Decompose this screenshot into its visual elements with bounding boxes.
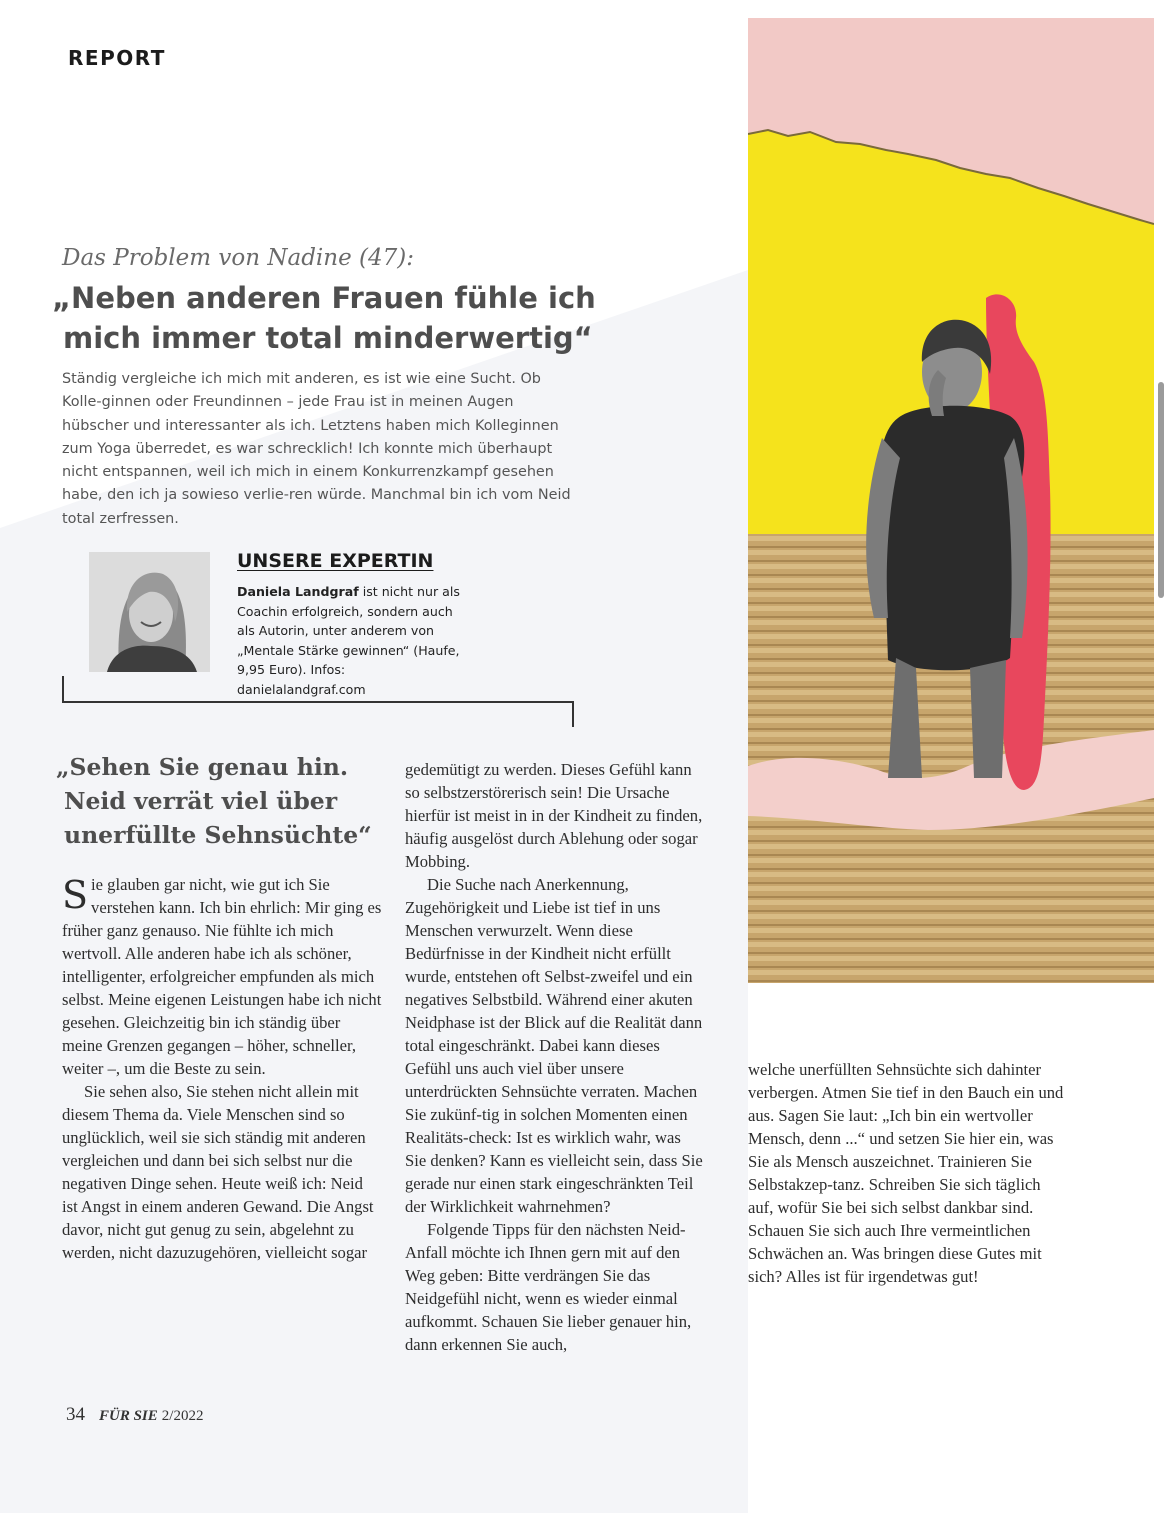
frame-line-left: [62, 676, 64, 702]
body-paragraph: Die Suche nach Anerkennung, Zugehörigkeit und Liebe ist tief in uns Menschen verwurzelt. Wenn diese Bedürfnisse in der Kindheit nicht erfüllt wurde, entstehen oft Selbst-zweifel und ein negatives Selbstbild. Während einer akuten Neidphase ist der Blick auf die Realität dann total eingeschränkt. Dabei kann dieses Gefühl uns auch viel über unsere unterdrückten Sehnsüchte verraten. Machen Sie zukünf-tig in solchen Momenten einen Realitäts-check: Ist es wirklich wahr, was Sie denken? Kann es vielleicht sein, dass Sie gerade nur einen stark eingeschränkten Teil der Wirklichkeit wahrnehmen?: [405, 875, 703, 1216]
problem-kicker: Das Problem von Nadine (47):: [62, 245, 414, 271]
portrait-image: [89, 552, 210, 672]
section-label: REPORT: [68, 46, 166, 70]
expert-name: Daniela Landgraf: [237, 584, 359, 599]
scrollbar[interactable]: [1158, 382, 1164, 598]
issue-number: 2/2022: [161, 1408, 204, 1424]
dropcap: S: [62, 873, 89, 917]
frame-line-bottom: [62, 701, 574, 703]
quote-line-2: Neid verrät viel über: [64, 787, 338, 815]
body-paragraph: Sie sehen also, Sie stehen nicht allein mit diesem Thema da. Viele Menschen sind so unglücklich, weil sie sich ständig mit anderen vergleichen und dann bei sich selbst nur die negativen Dinge sehen. Heute weiß ich: Neid ist Angst in einem anderen Gewand. Die Angst davor, nicht gut genug zu sein, abgelehnt zu werden, nicht dazuzugehören, vielleicht sogar: [62, 1082, 374, 1262]
body-paragraph: Folgende Tipps für den nächsten Neid-Anfall möchte ich Ihnen gern mit auf den Weg geben: Bitte verdrängen Sie das Neidgefühl nicht, wenn es wieder einmal aufkommt. Schauen Sie lieber genauer hin, dann erkennen Sie auch,: [405, 1220, 692, 1354]
photo-collage: [748, 18, 1154, 983]
body-column-3: [748, 1058, 1068, 1288]
expert-photo: [89, 552, 210, 672]
paragraph-text: ie glauben gar nicht, wie gut ich Sie verstehen kann. Ich bin ehrlich: Mir ging es früher ganz genauso. Nie fühlte ich mich wertvoll. Alle anderen habe ich als schöner, intelligenter, erfolgreicher empfunden als mich selbst. Meine eigenen Leistungen habe ich nicht gesehen. Gleichzeitig bin ich ständig über meine Grenzen gegangen – höher, schneller, weiter –, um die Beste zu sein.: [62, 875, 382, 1078]
headline-line-2: mich immer total minderwertig“: [63, 321, 593, 355]
problem-headline: [52, 278, 612, 358]
body-column-2: [405, 758, 705, 1356]
expert-title: UNSERE EXPERTIN: [237, 550, 434, 572]
quote-line-1: „Sehen Sie genau hin.: [56, 753, 349, 781]
problem-text: Ständig vergleiche ich mich mit anderen, es ist wie eine Sucht. Ob Kolle-ginnen oder Freundinnen – jede Frau ist in meinen Augen hübscher und interessanter als ich. Letztens haben mich Kolleginnen zum Yoga überredet, es war schrecklich! Ich konnte mich überhaupt nicht entspannen, weil ich mich in einem Konkurrenzkampf gesehen habe, den ich ja sowieso verlie-ren würde. Manchmal bin ich vom Neid total zerfressen.: [62, 371, 571, 527]
frame-line-right: [572, 701, 574, 727]
collage-image: [748, 18, 1154, 983]
body-column-1: [62, 873, 382, 1264]
expert-description: ist nicht nur als Coachin erfolgreich, sondern auch als Autorin, unter anderem von „Mentale Stärke gewinnen“ (Haufe, 9,95 Euro). Infos: danielalandgraf.com: [237, 584, 460, 697]
body-paragraph: welche unerfüllten Sehnsüchte sich dahinter verbergen. Atmen Sie tief in den Bauch ein und aus. Sagen Sie laut: „Ich bin ein wertvoller Mensch, denn ...“ und setzen Sie hier ein, was Sie als Mensch auszeichnet. Trainieren Sie Selbstakzep-tanz. Schreiben Sie sich täglich auf, wofür Sie bei sich selbst dankbar sind. Schauen Sie sich auch Ihre vermeintlichen Schwächen an. Was bringen diese Gutes mit sich? Alles ist für irgendetwas gut!: [748, 1060, 1064, 1286]
headline-line-1: „Neben anderen Frauen fühle ich: [52, 281, 596, 315]
body-paragraph: [62, 873, 382, 1080]
page-footer: [66, 1404, 203, 1426]
expert-bio: [237, 582, 467, 699]
magazine-name: FÜR SIE: [99, 1408, 158, 1424]
pull-quote: [56, 750, 386, 852]
page-number: 34: [66, 1404, 85, 1425]
quote-line-3: unerfüllte Sehnsüchte“: [64, 821, 372, 849]
body-paragraph: gedemütigt zu werden. Dieses Gefühl kann so selbstzerstörerisch sein! Die Ursache hierfür ist meist in in der Kindheit zu finden, häufig ausgelöst durch Ablehung oder sogar Mobbing.: [405, 760, 703, 871]
